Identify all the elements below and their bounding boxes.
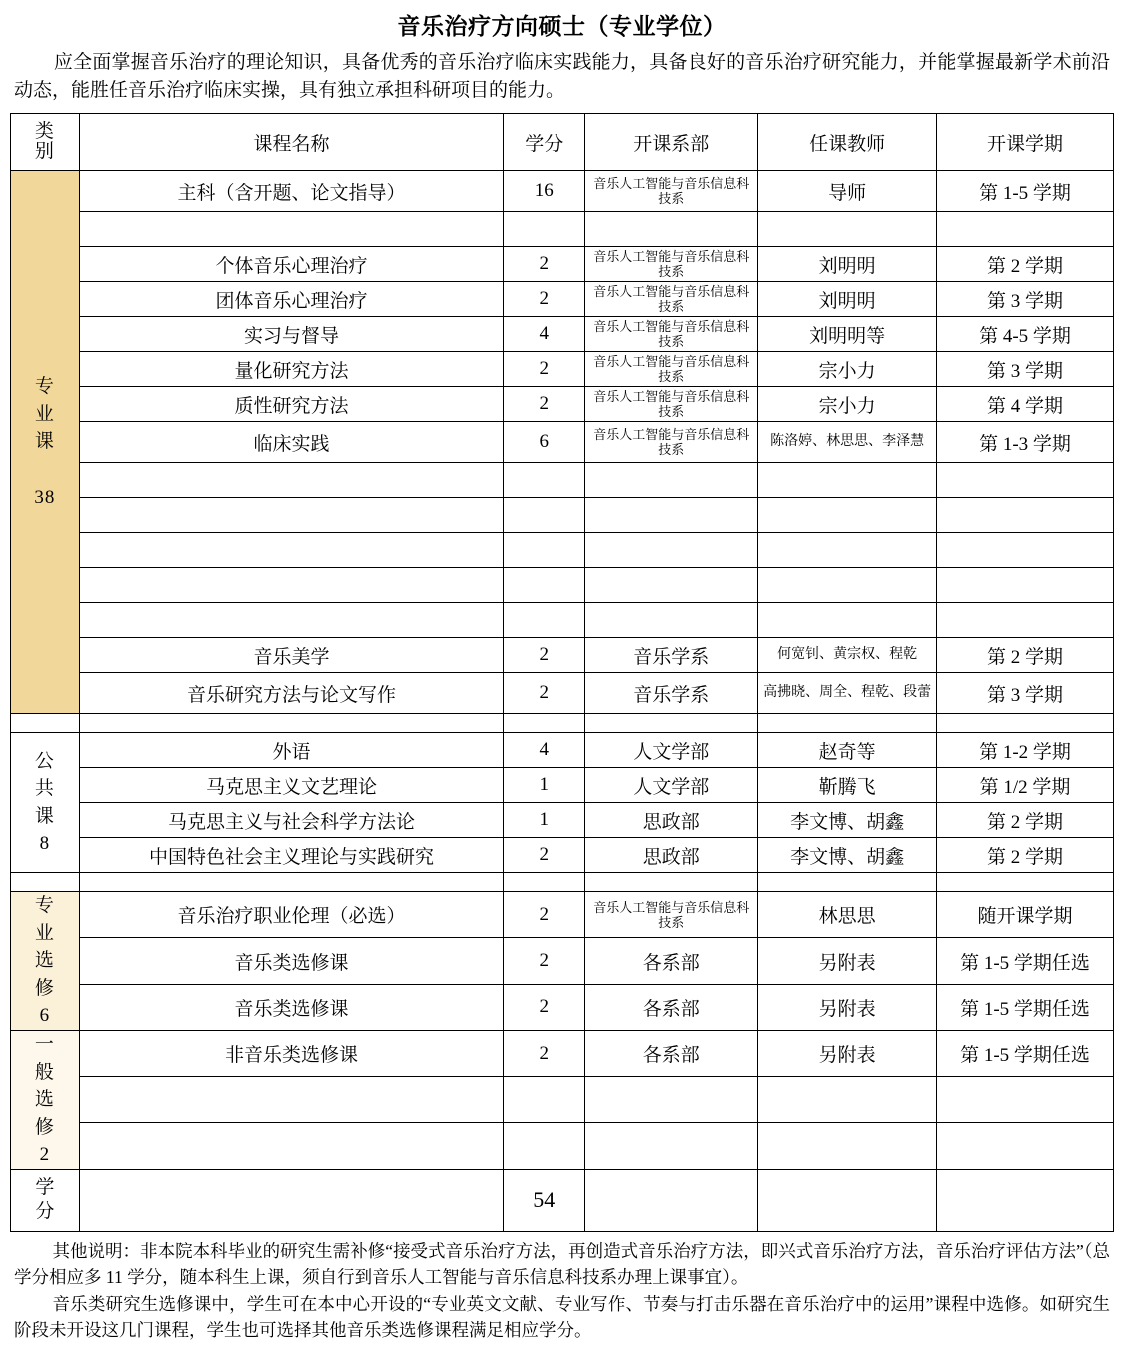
spacer-cell	[758, 873, 937, 892]
total-blank-teacher	[758, 1169, 937, 1231]
course-name: 马克思主义与社会科学方法论	[79, 803, 504, 838]
course-term	[937, 568, 1114, 603]
table-spacer-row	[11, 714, 1114, 733]
course-teacher	[758, 533, 937, 568]
course-teacher	[758, 1077, 937, 1123]
course-term	[937, 1123, 1114, 1169]
course-dept: 各系部	[585, 984, 758, 1030]
table-row	[11, 838, 1114, 873]
course-dept: 音乐人工智能与音乐信息科技系	[585, 422, 758, 463]
total-blank-term	[937, 1169, 1114, 1231]
course-dept: 音乐学系	[585, 673, 758, 714]
course-term: 第 2 学期	[937, 838, 1114, 873]
course-teacher: 刘明明	[758, 282, 937, 317]
table-spacer-row	[11, 873, 1114, 892]
table-row	[11, 733, 1114, 768]
course-name: 马克思主义文艺理论	[79, 768, 504, 803]
table-row	[11, 212, 1114, 247]
course-teacher: 另附表	[758, 938, 937, 984]
total-blank-name	[79, 1169, 504, 1231]
column-header-category: 类 别	[11, 114, 80, 171]
table-row	[11, 463, 1114, 498]
course-teacher: 赵奇等	[758, 733, 937, 768]
table-row	[11, 171, 1114, 212]
note-music-electives: 音乐类研究生选修课中，学生可在本中心开设的“专业英文文献、专业写作、节奏与打击乐器在音乐治疗中的运用”课程中选修。如研究生阶段未开设这几门课程，学生也可选择其他音乐类选修课程满足相应学分。	[14, 1294, 1110, 1341]
spacer-cell	[585, 873, 758, 892]
course-dept	[585, 498, 758, 533]
course-credit	[504, 498, 585, 533]
course-term	[937, 463, 1114, 498]
category-cell-major-elective: 专 业 选 修 6	[11, 892, 80, 1031]
course-term	[937, 1077, 1114, 1123]
spacer-cell	[504, 714, 585, 733]
course-dept: 音乐人工智能与音乐信息科技系	[585, 171, 758, 212]
course-dept: 音乐人工智能与音乐信息科技系	[585, 317, 758, 352]
table-row	[11, 938, 1114, 984]
course-teacher: 宗小力	[758, 352, 937, 387]
spacer-cell	[79, 714, 504, 733]
course-name	[79, 212, 504, 247]
course-term: 第 3 学期	[937, 282, 1114, 317]
course-term: 第 1-5 学期	[937, 171, 1114, 212]
course-credit	[504, 463, 585, 498]
course-credit	[504, 533, 585, 568]
table-row	[11, 1077, 1114, 1123]
course-term: 第 2 学期	[937, 803, 1114, 838]
table-row	[11, 1030, 1114, 1076]
column-header-dept: 开课系部	[585, 114, 758, 171]
total-credits-label: 学 分	[11, 1169, 80, 1231]
course-teacher: 另附表	[758, 1030, 937, 1076]
course-term: 第 2 学期	[937, 638, 1114, 673]
course-teacher: 刘明明	[758, 247, 937, 282]
table-row	[11, 568, 1114, 603]
course-teacher	[758, 1123, 937, 1169]
table-row	[11, 984, 1114, 1030]
course-credit: 2	[504, 673, 585, 714]
table-row	[11, 638, 1114, 673]
course-dept	[585, 212, 758, 247]
course-teacher	[758, 498, 937, 533]
spacer-cell	[11, 714, 80, 733]
course-term: 第 1/2 学期	[937, 768, 1114, 803]
course-term: 第 1-3 学期	[937, 422, 1114, 463]
spacer-cell	[504, 873, 585, 892]
course-term: 第 1-5 学期任选	[937, 1030, 1114, 1076]
course-credit: 4	[504, 733, 585, 768]
course-dept: 各系部	[585, 938, 758, 984]
course-name	[79, 568, 504, 603]
course-name: 音乐研究方法与论文写作	[79, 673, 504, 714]
course-name: 音乐治疗职业伦理（必选）	[79, 892, 504, 938]
spacer-cell	[585, 714, 758, 733]
course-credit	[504, 212, 585, 247]
course-credit: 2	[504, 938, 585, 984]
course-credit	[504, 1077, 585, 1123]
course-credit: 6	[504, 422, 585, 463]
course-teacher	[758, 568, 937, 603]
course-term: 第 2 学期	[937, 247, 1114, 282]
course-name: 量化研究方法	[79, 352, 504, 387]
course-dept	[585, 603, 758, 638]
course-term	[937, 498, 1114, 533]
table-row	[11, 533, 1114, 568]
course-dept: 音乐人工智能与音乐信息科技系	[585, 282, 758, 317]
column-header-term: 开课学期	[937, 114, 1114, 171]
course-credit: 2	[504, 247, 585, 282]
course-dept: 音乐人工智能与音乐信息科技系	[585, 387, 758, 422]
course-term: 第 4-5 学期	[937, 317, 1114, 352]
table-row	[11, 282, 1114, 317]
total-blank-dept	[585, 1169, 758, 1231]
course-name: 音乐类选修课	[79, 938, 504, 984]
table-row	[11, 803, 1114, 838]
table-row	[11, 387, 1114, 422]
column-header-credit: 学分	[504, 114, 585, 171]
course-credit: 4	[504, 317, 585, 352]
course-term: 第 1-2 学期	[937, 733, 1114, 768]
table-row	[11, 317, 1114, 352]
course-credit: 2	[504, 838, 585, 873]
course-name	[79, 1123, 504, 1169]
course-term: 第 4 学期	[937, 387, 1114, 422]
table-row	[11, 422, 1114, 463]
course-dept	[585, 533, 758, 568]
course-dept: 音乐人工智能与音乐信息科技系	[585, 247, 758, 282]
course-teacher: 靳腾飞	[758, 768, 937, 803]
course-name	[79, 533, 504, 568]
category-cell-major: 专 业 课 38	[11, 171, 80, 714]
course-term: 第 3 学期	[937, 352, 1114, 387]
course-credit: 16	[504, 171, 585, 212]
course-credit	[504, 568, 585, 603]
spacer-cell	[758, 714, 937, 733]
course-dept: 各系部	[585, 1030, 758, 1076]
table-row	[11, 352, 1114, 387]
course-teacher: 刘明明等	[758, 317, 937, 352]
course-teacher	[758, 463, 937, 498]
spacer-cell	[937, 714, 1114, 733]
table-body	[11, 171, 1114, 1231]
table-row	[11, 603, 1114, 638]
category-cell-public: 公 共 课 8	[11, 733, 80, 873]
course-credit: 2	[504, 1030, 585, 1076]
course-credit: 2	[504, 352, 585, 387]
course-name: 质性研究方法	[79, 387, 504, 422]
column-header-teacher: 任课教师	[758, 114, 937, 171]
course-name: 实习与督导	[79, 317, 504, 352]
course-teacher: 陈洛婷、林思思、李泽慧	[758, 422, 937, 463]
course-name	[79, 1077, 504, 1123]
course-dept	[585, 1077, 758, 1123]
course-name: 非音乐类选修课	[79, 1030, 504, 1076]
course-teacher	[758, 603, 937, 638]
course-teacher	[758, 212, 937, 247]
course-name: 音乐美学	[79, 638, 504, 673]
course-teacher: 何宽钊、黄宗权、程乾	[758, 638, 937, 673]
course-credit	[504, 603, 585, 638]
course-dept: 音乐人工智能与音乐信息科技系	[585, 892, 758, 938]
course-term	[937, 212, 1114, 247]
course-teacher: 李文博、胡鑫	[758, 838, 937, 873]
course-dept	[585, 463, 758, 498]
table-row	[11, 1123, 1114, 1169]
course-teacher: 高拂晓、周全、程乾、段蕾	[758, 673, 937, 714]
course-term: 随开课学期	[937, 892, 1114, 938]
course-teacher: 李文博、胡鑫	[758, 803, 937, 838]
course-term	[937, 603, 1114, 638]
course-name	[79, 498, 504, 533]
course-term: 第 1-5 学期任选	[937, 984, 1114, 1030]
curriculum-table	[10, 113, 1114, 1231]
course-dept: 音乐学系	[585, 638, 758, 673]
course-teacher: 另附表	[758, 984, 937, 1030]
table-total-row	[11, 1169, 1114, 1231]
total-credits-value: 54	[504, 1169, 585, 1231]
spacer-cell	[937, 873, 1114, 892]
course-term	[937, 533, 1114, 568]
course-credit: 1	[504, 768, 585, 803]
table-row	[11, 498, 1114, 533]
course-credit: 2	[504, 892, 585, 938]
course-teacher: 林思思	[758, 892, 937, 938]
table-row	[11, 673, 1114, 714]
course-name: 团体音乐心理治疗	[79, 282, 504, 317]
course-name: 中国特色社会主义理论与实践研究	[79, 838, 504, 873]
intro-paragraph: 应全面掌握音乐治疗的理论知识，具备优秀的音乐治疗临床实践能力，具备良好的音乐治疗研究能力，并能掌握最新学术前沿动态，能胜任音乐治疗临床实操，具有独立承担科研项目的能力。	[14, 52, 1110, 102]
note-other-requirements: 其他说明：非本院本科毕业的研究生需补修“接受式音乐治疗方法，再创造式音乐治疗方法，即兴式音乐治疗方法，音乐治疗评估方法”（总学分相应多 11 学分，随本科生上课，须自行到音乐人工智能与音乐信息科技系办理上课事宜）。	[14, 1240, 1110, 1287]
course-dept: 人文学部	[585, 733, 758, 768]
table-row	[11, 892, 1114, 938]
course-teacher: 导师	[758, 171, 937, 212]
course-dept: 音乐人工智能与音乐信息科技系	[585, 352, 758, 387]
column-header-course: 课程名称	[79, 114, 504, 171]
course-dept	[585, 1123, 758, 1169]
course-credit	[504, 1123, 585, 1169]
table-row	[11, 247, 1114, 282]
course-credit: 2	[504, 638, 585, 673]
course-name	[79, 603, 504, 638]
course-name	[79, 463, 504, 498]
course-credit: 2	[504, 984, 585, 1030]
spacer-cell	[11, 873, 80, 892]
course-dept: 人文学部	[585, 768, 758, 803]
course-term: 第 3 学期	[937, 673, 1114, 714]
course-credit: 2	[504, 387, 585, 422]
page-title: 音乐治疗方向硕士（专业学位）	[397, 14, 727, 39]
course-name: 个体音乐心理治疗	[79, 247, 504, 282]
course-name: 主科（含开题、论文指导）	[79, 171, 504, 212]
course-credit: 1	[504, 803, 585, 838]
course-teacher: 宗小力	[758, 387, 937, 422]
course-term: 第 1-5 学期任选	[937, 938, 1114, 984]
course-name: 音乐类选修课	[79, 984, 504, 1030]
table-header	[11, 114, 1114, 171]
course-credit: 2	[504, 282, 585, 317]
course-dept: 思政部	[585, 803, 758, 838]
category-cell-general-elective: 一 般 选 修 2	[11, 1030, 80, 1169]
spacer-cell	[79, 873, 504, 892]
course-name: 外语	[79, 733, 504, 768]
course-dept	[585, 568, 758, 603]
course-name: 临床实践	[79, 422, 504, 463]
course-dept: 思政部	[585, 838, 758, 873]
table-row	[11, 768, 1114, 803]
